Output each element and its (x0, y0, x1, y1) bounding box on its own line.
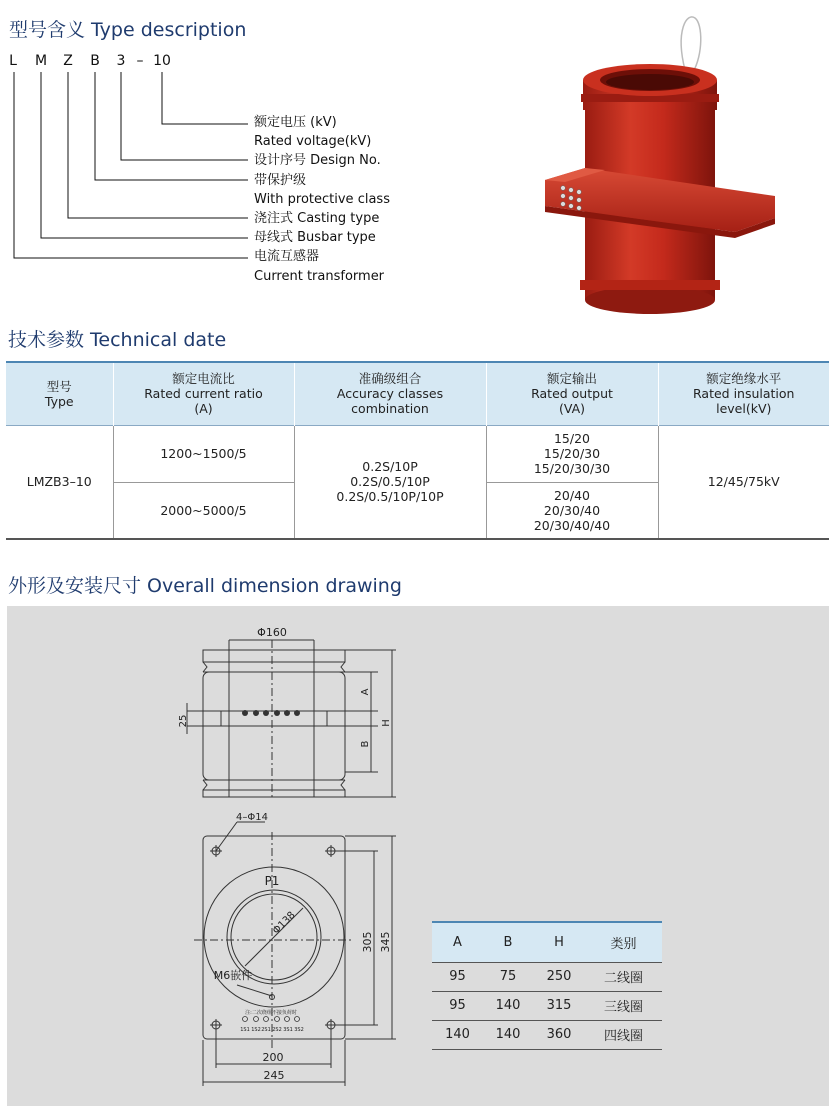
code-letter-z: Z (63, 53, 73, 69)
dim-h: H (381, 719, 392, 727)
header-output-en: Rated output (531, 386, 613, 402)
header-type-en: Type (44, 393, 74, 409)
meaning-rated-voltage-cn: 额定电压 (kV) (254, 115, 337, 130)
header-ratio-cn: 额定电流比 (172, 371, 235, 387)
dimension-drawing-heading: 外形及安装尺寸 Overall dimension drawing (8, 575, 402, 597)
meaning-design-no: 设计序号 Design No. (254, 153, 381, 169)
dim-table-row (432, 1020, 662, 1049)
dim-holes: 4–Φ14 (236, 812, 268, 823)
header-type-cn: 型号 (46, 378, 72, 394)
output-2-line-2: 20/30/40 (543, 502, 601, 518)
output-2-line-1: 20/40 (553, 487, 591, 503)
label-p1: P1 (264, 874, 280, 888)
dim-cell: 250 (546, 969, 572, 984)
dim-345: 345 (379, 931, 392, 953)
header-insulation-en1: Rated insulation (693, 386, 795, 402)
dim-cell: 140 (495, 1027, 521, 1042)
header-ratio-unit: (A) (194, 401, 213, 417)
type-description-heading: 型号含义 Type description (9, 19, 247, 41)
terminal-label: 2S1 (261, 1027, 271, 1033)
meaning-casting-type: 浇注式 Casting type (254, 211, 380, 227)
header-insulation-cn: 额定绝缘水平 (706, 371, 782, 387)
code-voltage: 10 (153, 53, 171, 69)
header-accuracy-en2: combination (351, 401, 429, 417)
meaning-ct-en: Current transformer (254, 268, 385, 284)
code-design-no: 3 (116, 53, 126, 69)
output-2-line-3: 20/30/40/40 (533, 517, 611, 533)
header-insulation-en2: level(kV) (716, 401, 772, 417)
accuracy-line-2: 0.2S/0.5/10P (350, 474, 430, 490)
output-1-line-1: 15/20 (553, 431, 591, 446)
dim-cell: 95 (449, 969, 466, 984)
meaning-protective-cn: 带保护级 (254, 172, 307, 188)
dim-cell: 75 (499, 969, 517, 984)
ratio-cell-1: 1200~1500/5 (113, 425, 294, 482)
dim-200: 200 (262, 1051, 284, 1064)
dim-header-b: B (503, 934, 513, 950)
terminal-label: 1S2 (251, 1027, 261, 1033)
header-accuracy-cn: 准确级组合 (358, 371, 422, 387)
meaning-busbar-type: 母线式 Busbar type (254, 230, 376, 246)
dim-dia138: Φ138 (270, 909, 298, 937)
meaning-rated-voltage-en: Rated voltage(kV) (254, 134, 372, 150)
model-cell: LMZB3–10 (6, 425, 113, 539)
dim-cell: 四线圈 (603, 1029, 643, 1044)
dim-header-category: 类别 (610, 936, 637, 952)
insulation-cell: 12/45/75kV (658, 425, 829, 539)
header-ratio-en: Rated current ratio (144, 386, 263, 402)
dimension-table (432, 921, 662, 1050)
meaning-protective-en: With protective class (254, 191, 390, 207)
header-output-cn: 额定输出 (546, 371, 597, 387)
dim-cell: 95 (449, 998, 466, 1013)
code-letter-m: M (34, 53, 48, 69)
code-letter-b: B (90, 53, 100, 69)
dim-table-header-row (432, 922, 662, 962)
terminal-note: 注:二次绕组不接负荷时 (245, 1010, 297, 1016)
dim-25: 25 (178, 714, 189, 728)
dim-table-row (432, 991, 662, 1020)
header-accuracy-en1: Accuracy classes (336, 386, 444, 402)
code-dash: – (136, 53, 144, 69)
output-1-line-3: 15/20/30/30 (533, 461, 611, 476)
dim-dia160: Φ160 (257, 626, 287, 639)
dim-305: 305 (361, 931, 374, 953)
terminal-label: 2S2 (272, 1027, 282, 1033)
terminal-label: 3S1 (283, 1027, 293, 1033)
code-letter-l: L (9, 53, 17, 69)
dim-cell: 三线圈 (603, 1000, 643, 1015)
dim-header-h: H (554, 934, 564, 950)
output-1-line-2: 15/20/30 (543, 446, 601, 461)
terminal-label: 3S2 (294, 1027, 304, 1033)
meaning-ct-cn: 电流互感器 (254, 249, 320, 265)
dim-245: 245 (263, 1069, 285, 1082)
ratio-cell-2: 2000~5000/5 (113, 482, 294, 539)
accuracy-line-3: 0.2S/0.5/10P/10P (336, 489, 444, 505)
dim-cell: 140 (445, 1027, 470, 1042)
dim-header-a: A (453, 934, 462, 950)
dim-cell: 140 (495, 998, 521, 1013)
accuracy-line-1: 0.2S/10P (362, 459, 418, 475)
dim-b: B (360, 740, 371, 748)
technical-data-heading: 技术参数 Technical date (8, 329, 227, 351)
dim-cell: 315 (546, 998, 572, 1013)
dim-cell: 360 (546, 1027, 572, 1042)
dim-cell: 二线圈 (603, 971, 643, 986)
terminal-label: 1S1 (240, 1027, 250, 1033)
dim-table-row (432, 962, 662, 991)
header-output-unit: (VA) (558, 401, 586, 417)
label-m6-insert: M6嵌件 (213, 969, 253, 982)
dim-a: A (360, 688, 371, 696)
